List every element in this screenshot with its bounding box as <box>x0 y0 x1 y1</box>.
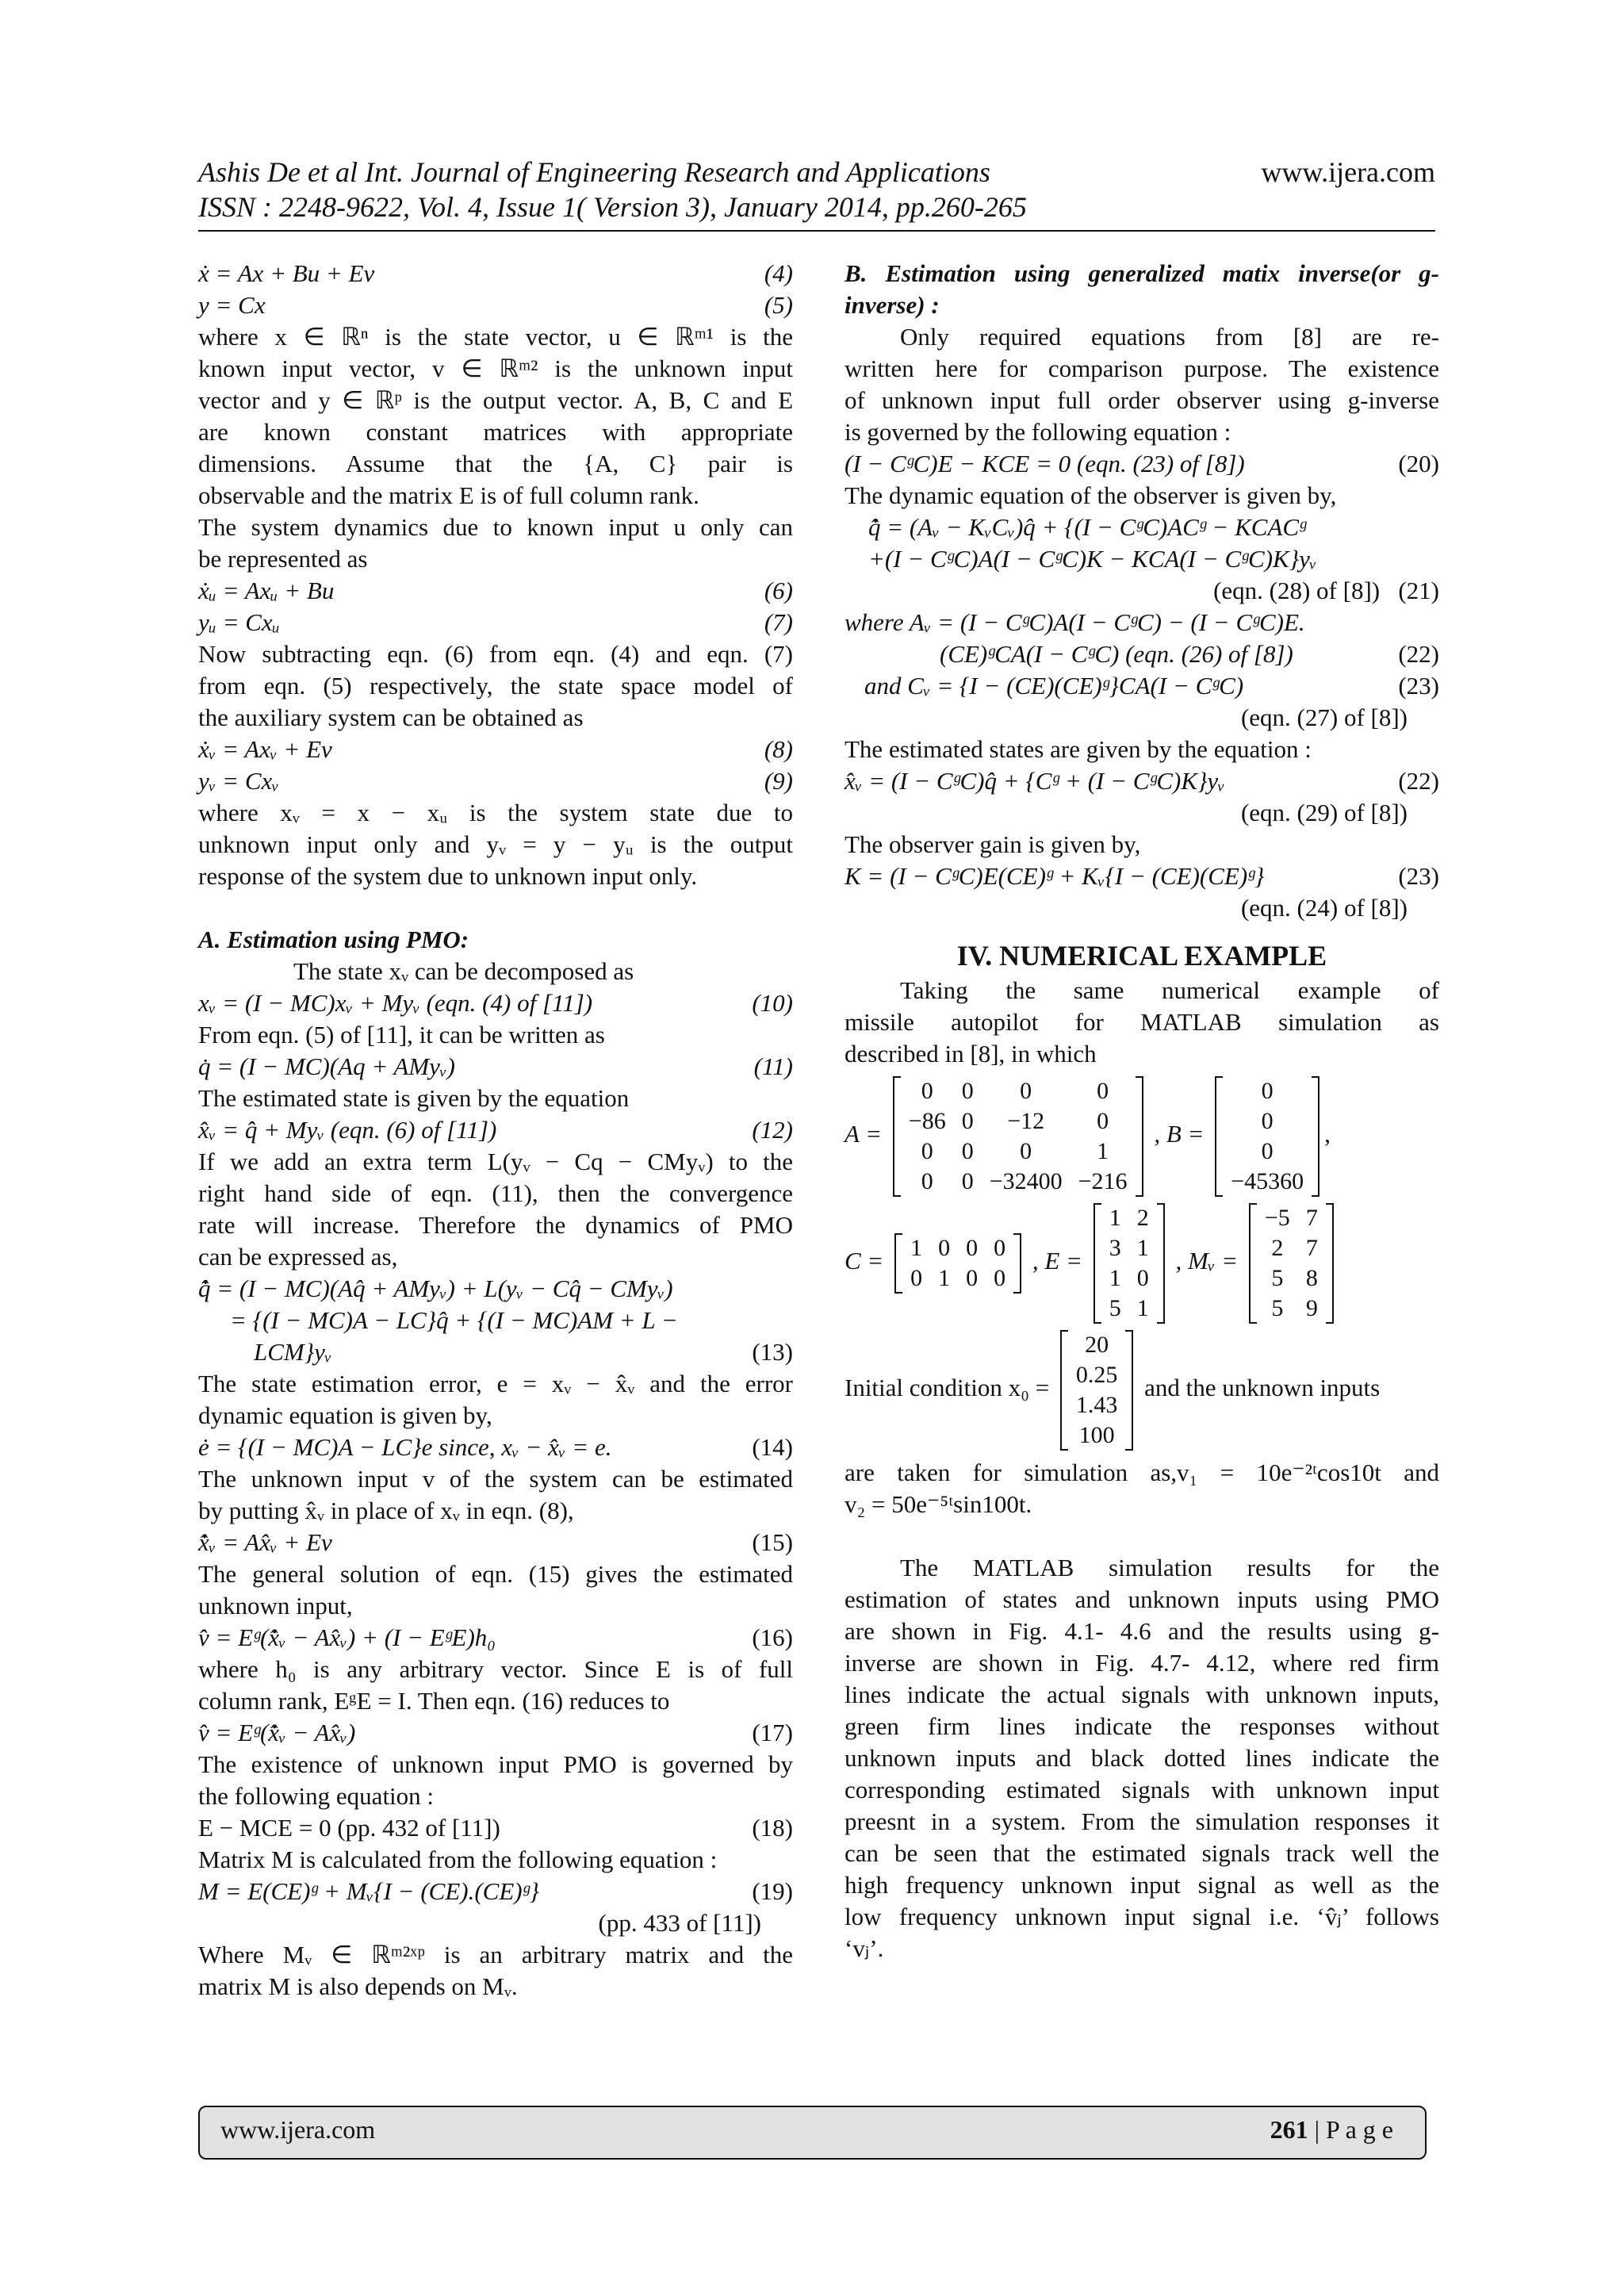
matrix-mv <box>1249 1203 1334 1324</box>
equation-16: v̂ = Eᵍ(x̂̇ᵥ − Ax̂ᵥ) + (I − EᵍE)h₀ (16) <box>198 1623 793 1651</box>
issn-line: ISSN : 2248-9622, Vol. 4, Issue 1( Version 3), January 2014, pp.260-265 <box>198 191 1027 223</box>
paragraph-simulation-results: The MATLAB simulation results for the estimation of states and unknown inputs using PMO are shown in Fig. 4.1- 4.6 and the results using g- inverse are shown in Fig. 4.7- 4.12, where red firm lines indicate the actual signals with unknown inputs, green firm lines indicate the responses without unknown inputs and black dotted lines indicate the corresponding estimated signals with unknown input preesnt in a system. From the simulation responses it can be seen that the estimated signals track well the high frequency unknown input signal as well as the low frequency unknown input signal i.e. ‘v̂ⱼ’ follows ‘vⱼ’. <box>845 1554 1439 1962</box>
matrix-cell: 100 <box>1078 1422 1115 1448</box>
matrix-e-label: , E = <box>1032 1247 1082 1275</box>
matrix-cell: 0 <box>994 1265 1006 1291</box>
matrix-cell: 0 <box>910 1265 923 1291</box>
matrix-cell: 5 <box>1271 1295 1284 1321</box>
matrix-cell: 0 <box>938 1235 951 1261</box>
equation-21: q̂̇ = (Aᵥ − KᵥCᵥ)q̂ + {(I − CᵍC)ACᵍ − KCACᵍ +(I − CᵍC)A(I − CᵍC)K − KCA(I − CᵍC)K}yᵥ (eqn. (28) of [8]) (21) <box>868 513 1439 604</box>
matrix-cell: 0.25 <box>1075 1362 1118 1388</box>
paragraph-observer-gain: The observer gain is given by, <box>845 830 1141 858</box>
paragraph-extra-term: If we add an extra term L(yᵥ − Cq − CMyᵥ) to the right hand side of eqn. (11), then the convergence rate will increase. Therefore the dynamics of PMO can be expressed as, <box>198 1148 793 1271</box>
matrix-cell: −5 <box>1264 1205 1290 1231</box>
matrix-cell: −45360 <box>1231 1168 1304 1194</box>
matrix-cell: 20 <box>1085 1332 1109 1358</box>
paragraph-eqn5: From eqn. (5) of [11], it can be written as <box>198 1021 605 1048</box>
matrix-cell: 1 <box>1109 1205 1121 1231</box>
matrix-cell: 1 <box>1097 1138 1109 1164</box>
matrix-cell: 0 <box>1097 1108 1109 1134</box>
section-b-heading: B. Estimation using generalized matix inverse(or g- <box>845 259 1439 287</box>
matrix-cell: 0 <box>961 1078 974 1104</box>
matrix-cell: 0 <box>921 1138 933 1164</box>
matrix-cell: 3 <box>1109 1235 1121 1261</box>
equation-4: ẋ = Ax + Bu + Ev (4) <box>198 259 793 287</box>
matrix-b-label: , B = <box>1154 1120 1205 1148</box>
matrix-cell: 0 <box>994 1235 1006 1261</box>
paragraph-decompose: The state xᵥ can be decomposed as <box>293 957 634 985</box>
matrix-cell: 5 <box>1271 1265 1284 1291</box>
paragraph-unknown-input: The unknown input v of the system can be estimated by putting x̂ᵥ in place of xᵥ in eqn. (8), <box>198 1465 793 1524</box>
header-rule <box>198 230 1435 232</box>
matrix-cell: 2 <box>1136 1205 1149 1231</box>
equation-17: v̂ = Eᵍ(x̂̇ᵥ − Ax̂ᵥ) (17) <box>198 1719 793 1746</box>
matrix-cell: 0 <box>1261 1078 1274 1104</box>
equation-22-av: where Aᵥ = (I − CᵍC)A(I − CᵍC) − (I − CᵍC)E. (CE)ᵍCA(I − CᵍC) (eqn. (26) of [8]) (22) <box>845 608 1439 668</box>
matrix-mv-label: , Mᵥ = <box>1175 1247 1239 1275</box>
matrix-cell: 0 <box>961 1138 974 1164</box>
paragraph-dynamic-equation: The dynamic equation of the observer is given by, <box>845 481 1337 509</box>
journal-line: Ashis De et al Int. Journal of Engineering Research and Applications <box>198 156 990 188</box>
matrix-cell: 9 <box>1305 1295 1318 1321</box>
equation-7: yᵤ = Cxᵤ (7) <box>198 608 793 636</box>
right-column <box>845 258 1439 1964</box>
paragraph-estimated-state: The estimated state is given by the equation <box>198 1084 630 1112</box>
equation-18: E − MCE = 0 (pp. 432 of [11]) (18) <box>198 1814 793 1842</box>
matrix-cell: 1 <box>938 1265 951 1291</box>
matrix-e <box>1094 1203 1165 1324</box>
matrix-row-a-b: A = 0 0 0 0 −86 0 −12 0 0 0 0 1 0 0 −32400 −216 , B = 0 0 0 −45360 , <box>845 1076 1439 1197</box>
paragraph-simulation-inputs: are taken for simulation as,v₁ = 10e⁻²ᵗcos10t and v₂ = 50e⁻⁵ᵗsin100t. <box>845 1458 1439 1518</box>
matrix-cell: 0 <box>961 1108 974 1134</box>
matrix-a <box>893 1076 1143 1197</box>
page-footer <box>198 2106 1427 2160</box>
paragraph-numerical-example: Taking the same numerical example of missile autopilot for MATLAB simulation as described in [8], in which <box>845 976 1439 1068</box>
equation-11: q̇ = (I − MC)(Aq + AMyᵥ) (11) <box>198 1052 793 1080</box>
equation-8: ẋᵥ = Axᵥ + Ev (8) <box>198 735 793 763</box>
paragraph-subtracting: Now subtracting eqn. (6) from eqn. (4) and eqn. (7) from eqn. (5) respectively, the state space model of the auxiliary system can be obtained as <box>198 640 793 731</box>
matrix-cell: 0 <box>1097 1078 1109 1104</box>
equation-12: x̂ᵥ = q̂ + Myᵥ (eqn. (6) of [11]) (12) <box>198 1116 793 1144</box>
equation-9: yᵥ = Cxᵥ (9) <box>198 767 793 795</box>
equation-5: y = Cx (5) <box>198 291 793 319</box>
matrix-cell: 0 <box>1261 1108 1274 1134</box>
matrix-cell: −216 <box>1078 1168 1128 1194</box>
matrix-cell: 5 <box>1109 1295 1121 1321</box>
left-column <box>198 258 793 2003</box>
unknown-inputs-label: and the unknown inputs <box>1144 1374 1381 1402</box>
matrix-row-c-e-mv <box>845 1203 1439 1324</box>
matrix-cell: 7 <box>1305 1205 1318 1231</box>
matrix-cell: 0 <box>1136 1265 1149 1291</box>
paragraph-matrix-m: Matrix M is calculated from the following equation : <box>198 1846 718 1873</box>
initial-condition-label: Initial condition x₀ = <box>845 1374 1050 1402</box>
matrix-x0 <box>1060 1330 1134 1451</box>
paragraph-estimation-error: The state estimation error, e = xᵥ − x̂ᵥ and the error dynamic equation is given by, <box>198 1370 793 1429</box>
section-b-heading-cont: inverse) : <box>845 291 940 319</box>
section-a-heading: A. Estimation using PMO: <box>198 926 469 953</box>
matrix-cell: −86 <box>908 1108 946 1134</box>
paragraph-general-solution: The general solution of eqn. (15) gives the estimated unknown input, <box>198 1560 793 1619</box>
matrix-c-label: C = <box>845 1247 884 1275</box>
equation-23-k: K = (I − CᵍC)E(CE)ᵍ + Kᵥ{I − (CE)(CE)ᵍ} (23) (eqn. (24) of [8]) <box>845 862 1439 922</box>
matrix-cell: 1 <box>1136 1235 1149 1261</box>
equation-10: xᵥ = (I − MC)xᵥ + Myᵥ (eqn. (4) of [11]) (10) <box>198 989 793 1017</box>
page-header <box>198 155 1435 224</box>
footer-url[interactable]: www.ijera.com <box>220 2115 376 2144</box>
matrix-c <box>894 1233 1021 1294</box>
matrix-cell: 1.43 <box>1075 1392 1118 1418</box>
equation-23-cv: and Cᵥ = {I − (CE)(CE)ᵍ}CA(I − CᵍC) (23) (eqn. (27) of [8]) <box>864 672 1439 731</box>
equation-15: x̂̇ᵥ = Ax̂ᵥ + Ev (15) <box>198 1528 793 1556</box>
matrix-cell: 1 <box>910 1235 923 1261</box>
matrix-cell: −12 <box>1007 1108 1045 1134</box>
matrix-cell: 0 <box>921 1168 933 1194</box>
matrix-cell: 0 <box>1020 1138 1032 1164</box>
matrix-cell: 0 <box>1261 1138 1274 1164</box>
equation-19-reference: (pp. 433 of [11]) <box>598 1909 761 1937</box>
paragraph-known-input: The system dynamics due to known input u only can be represented as <box>198 513 793 573</box>
paragraph-estimated-states: The estimated states are given by the equation : <box>845 735 1312 763</box>
equation-20: (I − CᵍC)E − KCE = 0 (eqn. (23) of [8]) (20) <box>845 450 1439 477</box>
matrix-cell: 0 <box>921 1078 933 1104</box>
matrix-cell: 0 <box>966 1235 979 1261</box>
matrix-cell: 1 <box>1109 1265 1121 1291</box>
paragraph-arbitrary-vector: where h₀ is any arbitrary vector. Since E is of full column rank, EᵍE = I. Then eqn. (16) reduces to <box>198 1655 793 1715</box>
equation-6: ẋᵤ = Axᵤ + Bu (6) <box>198 577 793 604</box>
matrix-cell: 0 <box>961 1168 974 1194</box>
equation-14: ė = {(I − MC)A − LC}e since, xᵥ − x̂ᵥ = e. (14) <box>198 1433 793 1461</box>
matrix-b <box>1215 1076 1320 1197</box>
equation-19: M = E(CE)ᵍ + Mᵥ{I − (CE).(CE)ᵍ} (19) <box>198 1877 793 1905</box>
matrix-cell: 8 <box>1305 1265 1318 1291</box>
matrix-cell: 7 <box>1305 1235 1318 1261</box>
journal-url[interactable]: www.ijera.com <box>1261 156 1435 188</box>
matrix-cell: 0 <box>1020 1078 1032 1104</box>
paragraph-system-definition: where x ∈ ℝⁿ is the state vector, u ∈ ℝᵐ¹ is the known input vector, v ∈ ℝᵐ² is the unknown input vector and y ∈ ℝᵖ is the output vector. A, B, C and E are known constant matrices with appropriate dimensions. Assume that the {A, C} pair is observable and the matrix E is of full column rank. <box>198 323 793 509</box>
section-iv-heading: IV. NUMERICAL EXAMPLE <box>956 940 1327 972</box>
page-number: 261 | P a g e <box>1270 2115 1393 2144</box>
equation-22-xv: x̂ᵥ = (I − CᵍC)q̂ + {Cᵍ + (I − CᵍC)K}yᵥ (22) (eqn. (29) of [8]) <box>845 767 1439 826</box>
equation-13: q̂̇ = (I − MC)(Aq̂ + AMyᵥ) + L(yᵥ − Cq̂ − CMyᵥ) = {(I − MC)A − LC}q̂ + {(I − MC)AM + L − LCM}yᵥ (13) <box>198 1274 793 1366</box>
matrix-cell: 0 <box>966 1265 979 1291</box>
matrix-cell: −32400 <box>989 1168 1063 1194</box>
paragraph-g-inverse: Only required equations from [8] are re- written here for comparison purpose. The existence of unknown input full order observer using g-inverse is governed by the following equation : <box>845 323 1439 446</box>
paragraph-auxiliary: where xᵥ = x − xᵤ is the system state due to unknown input only and yᵥ = y − yᵤ is the output response of the system due to unknown input only. <box>198 799 793 890</box>
matrix-cell: 1 <box>1136 1295 1149 1321</box>
paragraph-existence-pmo: The existence of unknown input PMO is governed by the following equation : <box>198 1750 793 1810</box>
paragraph-mv: Where Mᵥ ∈ ℝᵐ²ˣᵖ is an arbitrary matrix and the matrix M is also depends on Mᵥ. <box>198 1941 793 2000</box>
matrix-cell: 2 <box>1271 1235 1284 1261</box>
matrix-a-label: A = <box>845 1120 883 1148</box>
matrix-row-x0 <box>845 1330 1439 1451</box>
